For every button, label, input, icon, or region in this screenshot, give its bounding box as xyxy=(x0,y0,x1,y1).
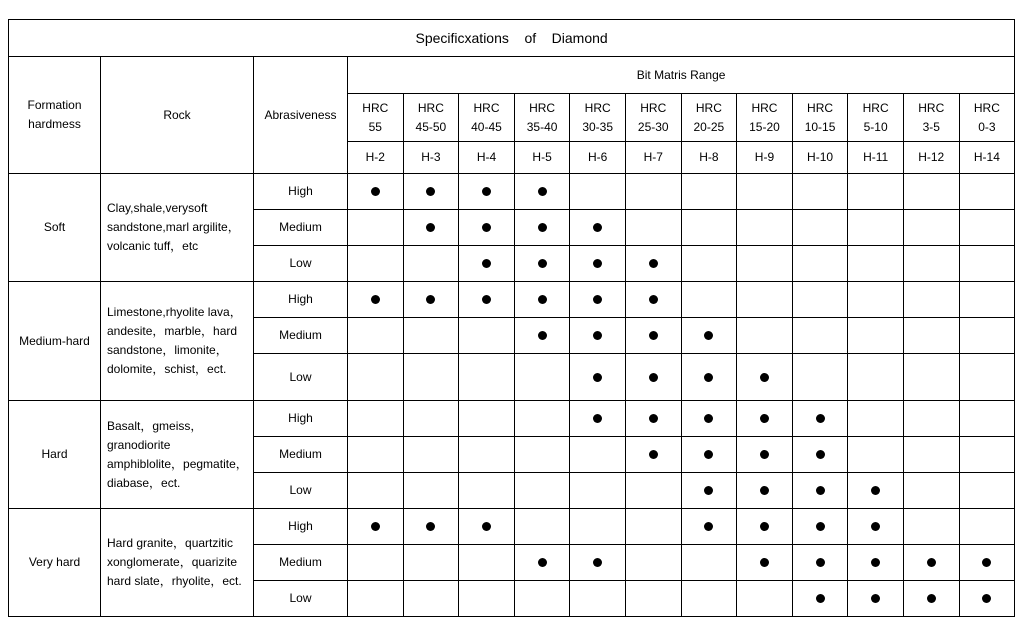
matrix-cell xyxy=(570,581,626,617)
suitable-dot-icon xyxy=(649,295,658,304)
matrix-cell xyxy=(903,581,959,617)
matrix-cell xyxy=(903,174,959,210)
matrix-cell xyxy=(959,174,1015,210)
suitable-dot-icon xyxy=(649,259,658,268)
rock-cell xyxy=(101,282,254,401)
matrix-cell xyxy=(459,282,515,318)
matrix-cell xyxy=(903,545,959,581)
matrix-cell xyxy=(792,401,848,437)
matrix-cell xyxy=(625,210,681,246)
abrasiveness-cell: High xyxy=(254,509,348,545)
matrix-cell xyxy=(348,174,404,210)
suitable-dot-icon xyxy=(538,187,547,196)
abrasiveness-cell: Medium xyxy=(254,545,348,581)
matrix-cell xyxy=(625,509,681,545)
table-row xyxy=(9,174,1015,210)
hrc-header-cell xyxy=(681,94,737,142)
matrix-cell xyxy=(570,545,626,581)
hrc-range: 3-5 xyxy=(922,119,940,134)
rock-line: Clay,shale,verysoft xyxy=(107,201,208,215)
abrasiveness-header: Abrasiveness xyxy=(254,57,348,174)
matrix-cell xyxy=(625,246,681,282)
table-title: Specificxations of Diamond xyxy=(9,20,1015,57)
matrix-cell xyxy=(570,354,626,401)
rock-line: sandstone,marl argilite， xyxy=(107,220,240,234)
suitable-dot-icon xyxy=(538,259,547,268)
suitable-dot-icon xyxy=(871,594,880,603)
bit-code-cell: H-11 xyxy=(848,142,904,174)
suitable-dot-icon xyxy=(871,486,880,495)
matrix-cell xyxy=(737,210,793,246)
matrix-cell xyxy=(570,318,626,354)
matrix-cell xyxy=(570,437,626,473)
hrc-range: 40-45 xyxy=(471,119,502,134)
table-body xyxy=(9,20,1015,617)
suitable-dot-icon xyxy=(538,295,547,304)
matrix-cell xyxy=(625,282,681,318)
matrix-cell xyxy=(570,473,626,509)
matrix-cell xyxy=(737,437,793,473)
suitable-dot-icon xyxy=(704,331,713,340)
bit-code-cell: H-10 xyxy=(792,142,848,174)
hrc-header-cell xyxy=(903,94,959,142)
suitable-dot-icon xyxy=(704,414,713,423)
rock-line: Basalt，gmeiss， xyxy=(107,418,203,433)
matrix-cell xyxy=(792,473,848,509)
matrix-cell xyxy=(903,210,959,246)
suitable-dot-icon xyxy=(927,558,936,567)
rock-line: xonglomerate，quarizite xyxy=(107,555,238,569)
matrix-cell xyxy=(903,318,959,354)
matrix-cell xyxy=(959,210,1015,246)
formation-cell: Very hard xyxy=(9,509,101,617)
suitable-dot-icon xyxy=(482,522,491,531)
hrc-header-cell xyxy=(459,94,515,142)
header-row-1 xyxy=(9,57,1015,94)
matrix-cell xyxy=(848,509,904,545)
suitable-dot-icon xyxy=(760,414,769,423)
matrix-cell xyxy=(348,437,404,473)
matrix-cell xyxy=(514,581,570,617)
matrix-cell xyxy=(403,401,459,437)
rock-line: granodiorite xyxy=(107,437,171,452)
matrix-cell xyxy=(848,401,904,437)
formation-cell: Medium-hard xyxy=(9,282,101,401)
hrc-label: HRC xyxy=(529,100,556,115)
matrix-cell xyxy=(348,210,404,246)
abrasiveness-cell: Low xyxy=(254,246,348,282)
hrc-range: 10-15 xyxy=(804,119,836,134)
hrc-range: 55 xyxy=(368,119,382,134)
matrix-cell xyxy=(681,473,737,509)
matrix-cell xyxy=(403,473,459,509)
matrix-cell xyxy=(959,318,1015,354)
suitable-dot-icon xyxy=(426,295,435,304)
matrix-cell xyxy=(681,174,737,210)
matrix-cell xyxy=(792,210,848,246)
suitable-dot-icon xyxy=(426,522,435,531)
rock-line: andesite，marble，hard xyxy=(107,324,238,338)
matrix-cell xyxy=(959,545,1015,581)
matrix-cell xyxy=(903,246,959,282)
matrix-cell xyxy=(737,318,793,354)
matrix-cell xyxy=(681,401,737,437)
matrix-cell xyxy=(514,437,570,473)
suitable-dot-icon xyxy=(593,414,602,423)
matrix-cell xyxy=(792,354,848,401)
matrix-cell xyxy=(681,509,737,545)
matrix-cell xyxy=(403,354,459,401)
suitable-dot-icon xyxy=(593,295,602,304)
matrix-cell xyxy=(348,581,404,617)
hrc-header-cell xyxy=(403,94,459,142)
hrc-label: HRC xyxy=(362,100,389,115)
abrasiveness-cell: High xyxy=(254,401,348,437)
rock-line: amphiblolite，pegmatite， xyxy=(107,456,248,471)
suitable-dot-icon xyxy=(371,522,380,531)
bit-code-cell: H-8 xyxy=(681,142,737,174)
matrix-cell xyxy=(348,545,404,581)
suitable-dot-icon xyxy=(482,223,491,232)
suitable-dot-icon xyxy=(871,522,880,531)
matrix-cell xyxy=(848,354,904,401)
matrix-cell xyxy=(348,509,404,545)
suitable-dot-icon xyxy=(649,414,658,423)
suitable-dot-icon xyxy=(482,295,491,304)
matrix-cell xyxy=(625,354,681,401)
rock-line: Limestone,rhyolite lava， xyxy=(107,305,242,319)
matrix-cell xyxy=(403,437,459,473)
abrasiveness-cell: Medium xyxy=(254,437,348,473)
suitable-dot-icon xyxy=(871,558,880,567)
suitable-dot-icon xyxy=(482,259,491,268)
matrix-cell xyxy=(848,581,904,617)
rock-line: diabase，ect. xyxy=(107,475,181,490)
matrix-cell xyxy=(959,437,1015,473)
matrix-cell xyxy=(959,354,1015,401)
matrix-cell xyxy=(681,354,737,401)
suitable-dot-icon xyxy=(704,373,713,382)
hrc-label: HRC xyxy=(751,100,778,115)
suitable-dot-icon xyxy=(704,450,713,459)
matrix-cell xyxy=(459,210,515,246)
matrix-cell xyxy=(348,401,404,437)
suitable-dot-icon xyxy=(760,450,769,459)
hrc-range: 15-20 xyxy=(749,119,780,134)
matrix-cell xyxy=(792,545,848,581)
suitable-dot-icon xyxy=(593,558,602,567)
matrix-cell xyxy=(792,437,848,473)
matrix-cell xyxy=(348,354,404,401)
suitable-dot-icon xyxy=(538,331,547,340)
hrc-label: HRC xyxy=(584,100,611,115)
matrix-cell xyxy=(903,401,959,437)
matrix-cell xyxy=(959,282,1015,318)
matrix-cell xyxy=(570,509,626,545)
matrix-cell xyxy=(625,318,681,354)
matrix-cell xyxy=(514,473,570,509)
suitable-dot-icon xyxy=(371,295,380,304)
hrc-header-cell xyxy=(737,94,793,142)
matrix-cell xyxy=(459,354,515,401)
matrix-cell xyxy=(514,282,570,318)
abrasiveness-cell: High xyxy=(254,282,348,318)
matrix-cell xyxy=(459,401,515,437)
abrasiveness-cell: Medium xyxy=(254,318,348,354)
hrc-range: 30-35 xyxy=(582,119,614,134)
bit-code-cell: H-2 xyxy=(348,142,404,174)
suitable-dot-icon xyxy=(760,558,769,567)
matrix-cell xyxy=(348,318,404,354)
suitable-dot-icon xyxy=(704,486,713,495)
hrc-range: 0-3 xyxy=(978,119,996,134)
suitable-dot-icon xyxy=(538,558,547,567)
hrc-label: HRC xyxy=(417,100,444,115)
matrix-cell xyxy=(570,246,626,282)
matrix-cell xyxy=(848,210,904,246)
suitable-dot-icon xyxy=(371,187,380,196)
matrix-cell xyxy=(459,473,515,509)
matrix-cell xyxy=(403,581,459,617)
matrix-cell xyxy=(903,282,959,318)
matrix-cell xyxy=(570,174,626,210)
matrix-cell xyxy=(625,174,681,210)
hrc-range: 20-25 xyxy=(693,119,725,134)
matrix-cell xyxy=(737,509,793,545)
matrix-cell xyxy=(848,282,904,318)
abrasiveness-cell: Medium xyxy=(254,210,348,246)
matrix-cell xyxy=(459,545,515,581)
matrix-cell xyxy=(848,473,904,509)
formation-cell: Hard xyxy=(9,401,101,509)
matrix-cell xyxy=(959,473,1015,509)
abrasiveness-cell: Low xyxy=(254,581,348,617)
matrix-cell xyxy=(737,246,793,282)
bit-code-cell: H-4 xyxy=(459,142,515,174)
suitable-dot-icon xyxy=(649,373,658,382)
suitable-dot-icon xyxy=(760,373,769,382)
matrix-cell xyxy=(737,581,793,617)
matrix-cell xyxy=(903,509,959,545)
abrasiveness-cell: High xyxy=(254,174,348,210)
hrc-range: 5-10 xyxy=(863,119,888,134)
matrix-cell xyxy=(737,282,793,318)
matrix-cell xyxy=(514,174,570,210)
bit-code-cell: H-3 xyxy=(403,142,459,174)
rock-header: Rock xyxy=(101,57,254,174)
formation-header: Formation hardmess xyxy=(9,57,101,174)
bit-code-cell: H-14 xyxy=(959,142,1015,174)
matrix-cell xyxy=(848,246,904,282)
suitable-dot-icon xyxy=(426,187,435,196)
suitable-dot-icon xyxy=(816,414,825,423)
hrc-label: HRC xyxy=(473,100,500,115)
bit-code-cell: H-9 xyxy=(737,142,793,174)
hrc-label: HRC xyxy=(862,100,889,115)
matrix-cell xyxy=(403,282,459,318)
rock-line: volcanic tuff，etc xyxy=(107,239,199,253)
diamond-spec-table xyxy=(8,19,1015,617)
hrc-header-cell xyxy=(348,94,404,142)
hrc-range: 35-40 xyxy=(526,119,558,134)
matrix-cell xyxy=(514,318,570,354)
matrix-cell xyxy=(737,354,793,401)
matrix-cell xyxy=(403,246,459,282)
matrix-cell xyxy=(625,581,681,617)
matrix-cell xyxy=(792,318,848,354)
suitable-dot-icon xyxy=(593,223,602,232)
matrix-cell xyxy=(903,354,959,401)
bit-code-cell: H-7 xyxy=(625,142,681,174)
matrix-cell xyxy=(792,282,848,318)
bit-code-cell: H-6 xyxy=(570,142,626,174)
matrix-cell xyxy=(848,174,904,210)
hrc-label: HRC xyxy=(695,100,722,115)
matrix-cell xyxy=(514,401,570,437)
matrix-cell xyxy=(514,354,570,401)
matrix-cell xyxy=(681,318,737,354)
matrix-cell xyxy=(792,174,848,210)
matrix-cell xyxy=(459,318,515,354)
suitable-dot-icon xyxy=(649,450,658,459)
suitable-dot-icon xyxy=(760,486,769,495)
matrix-cell xyxy=(625,545,681,581)
matrix-cell xyxy=(459,581,515,617)
matrix-cell xyxy=(681,437,737,473)
suitable-dot-icon xyxy=(816,450,825,459)
hrc-label: HRC xyxy=(973,100,1000,115)
suitable-dot-icon xyxy=(927,594,936,603)
hrc-header-cell xyxy=(959,94,1015,142)
matrix-cell xyxy=(959,246,1015,282)
matrix-cell xyxy=(848,545,904,581)
matrix-cell xyxy=(348,282,404,318)
matrix-cell xyxy=(737,401,793,437)
matrix-cell xyxy=(681,581,737,617)
rock-cell xyxy=(101,401,254,509)
rock-cell xyxy=(101,174,254,282)
rock-line: Hard granite，quartzitic xyxy=(107,536,234,550)
table-row xyxy=(9,282,1015,318)
bit-code-cell: H-5 xyxy=(514,142,570,174)
matrix-cell xyxy=(459,246,515,282)
matrix-cell xyxy=(625,473,681,509)
title-row xyxy=(9,20,1015,57)
bit-range-header: Bit Matris Range xyxy=(348,57,1015,94)
rock-line: sandstone，limonite， xyxy=(107,343,228,357)
rock-cell xyxy=(101,509,254,617)
matrix-cell xyxy=(403,545,459,581)
hrc-header-cell xyxy=(625,94,681,142)
matrix-cell xyxy=(570,282,626,318)
matrix-cell xyxy=(848,437,904,473)
matrix-cell xyxy=(681,282,737,318)
matrix-cell xyxy=(681,545,737,581)
matrix-cell xyxy=(514,509,570,545)
matrix-cell xyxy=(737,545,793,581)
matrix-cell xyxy=(403,318,459,354)
hrc-range: 25-30 xyxy=(637,119,669,134)
matrix-cell xyxy=(625,437,681,473)
abrasiveness-cell: Low xyxy=(254,473,348,509)
matrix-cell xyxy=(625,401,681,437)
matrix-cell xyxy=(459,437,515,473)
table-row xyxy=(9,401,1015,437)
rock-line: dolomite，schist，ect. xyxy=(107,362,227,376)
hrc-header-cell xyxy=(514,94,570,142)
matrix-cell xyxy=(570,401,626,437)
matrix-cell xyxy=(403,210,459,246)
matrix-cell xyxy=(792,246,848,282)
rock-line: hard slate，rhyolite，ect. xyxy=(107,574,242,588)
suitable-dot-icon xyxy=(816,594,825,603)
hrc-header-cell xyxy=(848,94,904,142)
hrc-header-cell xyxy=(570,94,626,142)
matrix-cell xyxy=(959,581,1015,617)
suitable-dot-icon xyxy=(816,486,825,495)
hrc-header-cell xyxy=(792,94,848,142)
bit-code-cell: H-12 xyxy=(903,142,959,174)
hrc-range: 45-50 xyxy=(415,119,447,134)
formation-cell: Soft xyxy=(9,174,101,282)
table-row xyxy=(9,509,1015,545)
suitable-dot-icon xyxy=(760,522,769,531)
suitable-dot-icon xyxy=(482,187,491,196)
suitable-dot-icon xyxy=(982,558,991,567)
matrix-cell xyxy=(459,509,515,545)
matrix-cell xyxy=(681,246,737,282)
matrix-cell xyxy=(959,401,1015,437)
matrix-cell xyxy=(348,473,404,509)
suitable-dot-icon xyxy=(982,594,991,603)
matrix-cell xyxy=(848,318,904,354)
matrix-cell xyxy=(903,473,959,509)
suitable-dot-icon xyxy=(704,522,713,531)
suitable-dot-icon xyxy=(816,558,825,567)
suitable-dot-icon xyxy=(593,373,602,382)
matrix-cell xyxy=(737,174,793,210)
matrix-cell xyxy=(570,210,626,246)
abrasiveness-cell: Low xyxy=(254,354,348,401)
matrix-cell xyxy=(792,581,848,617)
matrix-cell xyxy=(514,545,570,581)
matrix-cell xyxy=(348,246,404,282)
hrc-label: HRC xyxy=(640,100,667,115)
matrix-cell xyxy=(737,473,793,509)
matrix-cell xyxy=(792,509,848,545)
matrix-cell xyxy=(403,509,459,545)
suitable-dot-icon xyxy=(426,223,435,232)
hrc-label: HRC xyxy=(807,100,834,115)
matrix-cell xyxy=(514,210,570,246)
matrix-cell xyxy=(959,509,1015,545)
matrix-cell xyxy=(903,437,959,473)
matrix-cell xyxy=(514,246,570,282)
suitable-dot-icon xyxy=(538,223,547,232)
matrix-cell xyxy=(403,174,459,210)
matrix-cell xyxy=(681,210,737,246)
hrc-label: HRC xyxy=(918,100,945,115)
suitable-dot-icon xyxy=(593,331,602,340)
suitable-dot-icon xyxy=(593,259,602,268)
matrix-cell xyxy=(459,174,515,210)
suitable-dot-icon xyxy=(649,331,658,340)
suitable-dot-icon xyxy=(816,522,825,531)
